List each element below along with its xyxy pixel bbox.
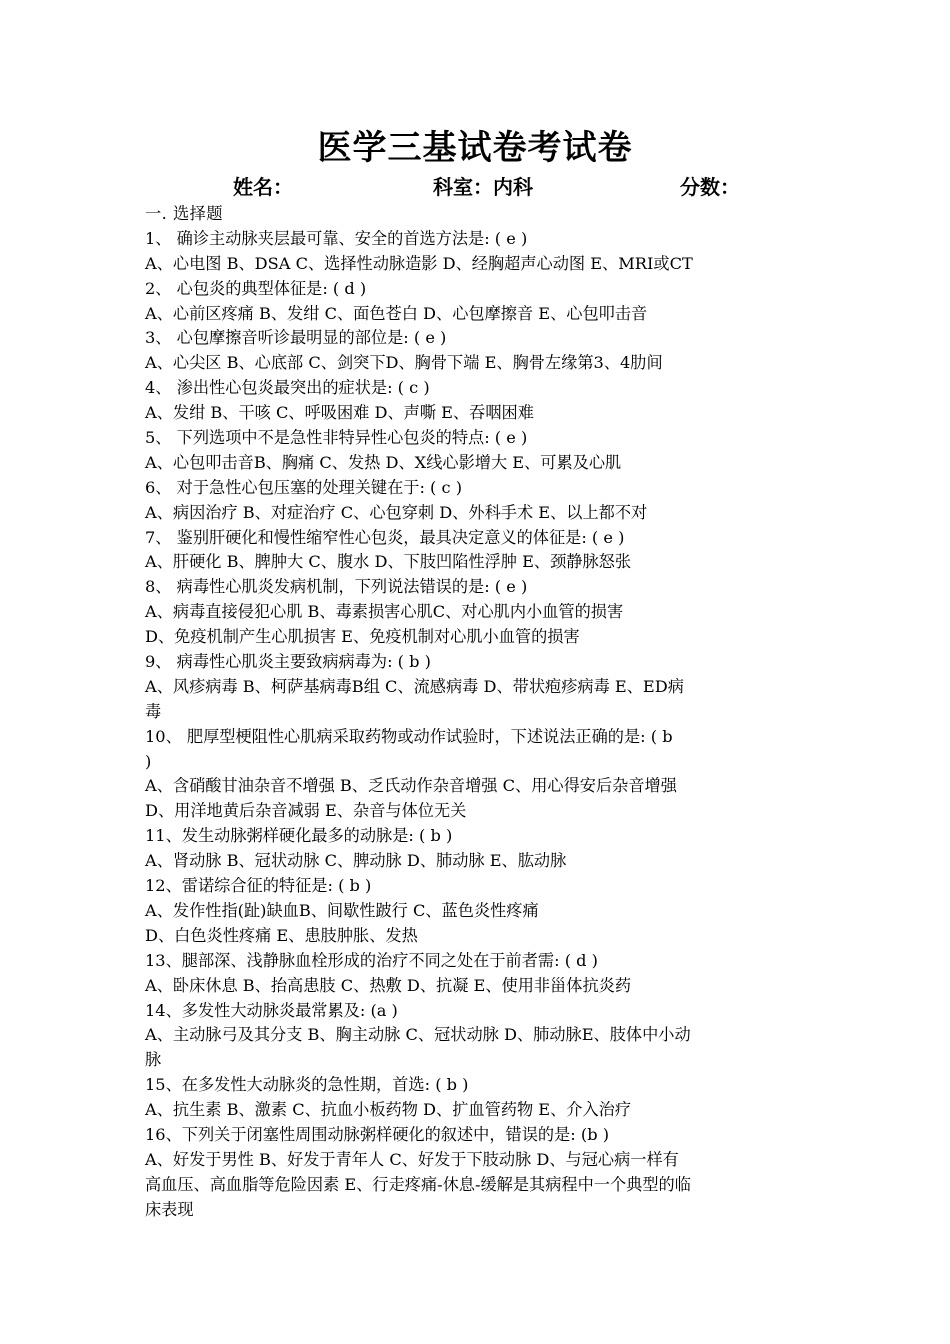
text-line: A、抗生素 B、激素 C、抗血小板药物 D、扩血管药物 E、介入治疗 [145,1100,632,1120]
question-body [145,202,810,1223]
text-line: 3、 心包摩擦音听诊最明显的部位是: ( e ) [145,328,447,348]
text-line: 8、 病毒性心肌炎发病机制，下列说法错误的是: ( e ) [145,577,528,597]
score-label: 分数： [680,175,740,199]
text-line: 15、在多发性大动脉炎的急性期，首选: ( b ) [145,1075,469,1095]
text-line: 11、发生动脉粥样硬化最多的动脉是: ( b ) [145,826,453,846]
text-line: A、主动脉弓及其分支 B、胸主动脉 C、冠状动脉 D、肺动脉E、肢体中小动 [145,1025,691,1045]
text-line: A、卧床休息 B、抬高患肢 C、热敷 D、抗凝 E、使用非甾体抗炎药 [145,975,632,995]
text-line: A、好发于男性 B、好发于青年人 C、好发于下肢动脉 D、与冠心病一样有 [145,1149,679,1169]
text-line: A、发作性指(趾)缺血B、间歇性跛行 C、蓝色炎性疼痛 [145,900,539,920]
exam-title: 医学三基试卷考试卷 [317,128,633,168]
section-heading: 一. 选择题 [145,204,224,223]
text-line: 1、 确诊主动脉夹层最可靠、安全的首选方法是: ( e ) [145,228,528,248]
text-line: 高血压、高血脂等危险因素 E、行走疼痛-休息-缓解是其病程中一个典型的临 [145,1174,691,1194]
text-line: A、肾动脉 B、冠状动脉 C、脾动脉 D、肺动脉 E、肱动脉 [145,851,567,871]
text-line: 2、 心包炎的典型体征是: ( d ) [145,278,367,298]
text-line: D、免疫机制产生心肌损害 E、免疫机制对心肌小血管的损害 [145,627,580,647]
text-line: 14、多发性大动脉炎最常累及: (a ) [145,1000,398,1020]
text-line: A、病因治疗 B、对症治疗 C、心包穿刺 D、外科手术 E、以上都不对 [145,502,648,522]
text-line: A、发绀 B、干咳 C、呼吸困难 D、声嘶 E、吞咽困难 [145,403,534,423]
text-line: 16、下列关于闭塞性周围动脉粥样硬化的叙述中，错误的是: (b ) [145,1124,610,1144]
text-line: 5、 下列选项中不是急性非特异性心包炎的特点: ( e ) [145,428,528,448]
text-line: A、病毒直接侵犯心肌 B、毒素损害心肌C、对心肌内小血管的损害 [145,602,624,622]
text-line: 12、雷诺综合征的特征是: ( b ) [145,876,372,896]
department-label: 科室：内科 [433,175,533,199]
text-line: 4、 渗出性心包炎最突出的症状是: ( c ) [145,378,430,398]
text-line: D、白色炎性疼痛 E、患肢肿胀、发热 [145,925,418,945]
text-line: 6、 对于急性心包压塞的处理关键在于: ( c ) [145,477,463,497]
text-line: A、肝硬化 B、脾肿大 C、腹水 D、下肢凹陷性浮肿 E、颈静脉怒张 [145,552,632,572]
text-line: A、心前区疼痛 B、发绀 C、面色苍白 D、心包摩擦音 E、心包叩击音 [145,303,648,323]
text-line: D、用洋地黄后杂音减弱 E、杂音与体位无关 [145,801,467,821]
text-line: A、心包叩击音B、胸痛 C、发热 D、X线心影增大 E、可累及心肌 [145,452,622,472]
text-line: 脉 [145,1050,162,1070]
text-line: 毒 [145,701,162,721]
text-line: 床表现 [145,1199,194,1219]
text-line: A、心尖区 B、心底部 C、剑突下D、胸骨下端 E、胸骨左缘第3、4肋间 [145,353,663,373]
text-line: 10、 肥厚型梗阻性心肌病采取药物或动作试验时，下述说法正确的是: ( b [145,726,673,746]
text-line: 7、 鉴别肝硬化和慢性缩窄性心包炎，最具决定意义的体征是: ( e ) [145,527,625,547]
text-line: 13、腿部深、浅静脉血栓形成的治疗不同之处在于前者需: ( d ) [145,950,598,970]
text-line: A、心电图 B、DSA C、选择性动脉造影 D、经胸超声心动图 E、MRI或CT [145,253,693,273]
text-line: A、风疹病毒 B、柯萨基病毒B组 C、流感病毒 D、带状疱疹病毒 E、ED病 [145,676,684,696]
text-line: 9、 病毒性心肌炎主要致病病毒为: ( b ) [145,652,431,672]
text-line: A、含硝酸甘油杂音不增强 B、乏氏动作杂音增强 C、用心得安后杂音增强 [145,776,677,796]
name-label: 姓名： [233,175,293,199]
text-line: ) [145,751,152,771]
